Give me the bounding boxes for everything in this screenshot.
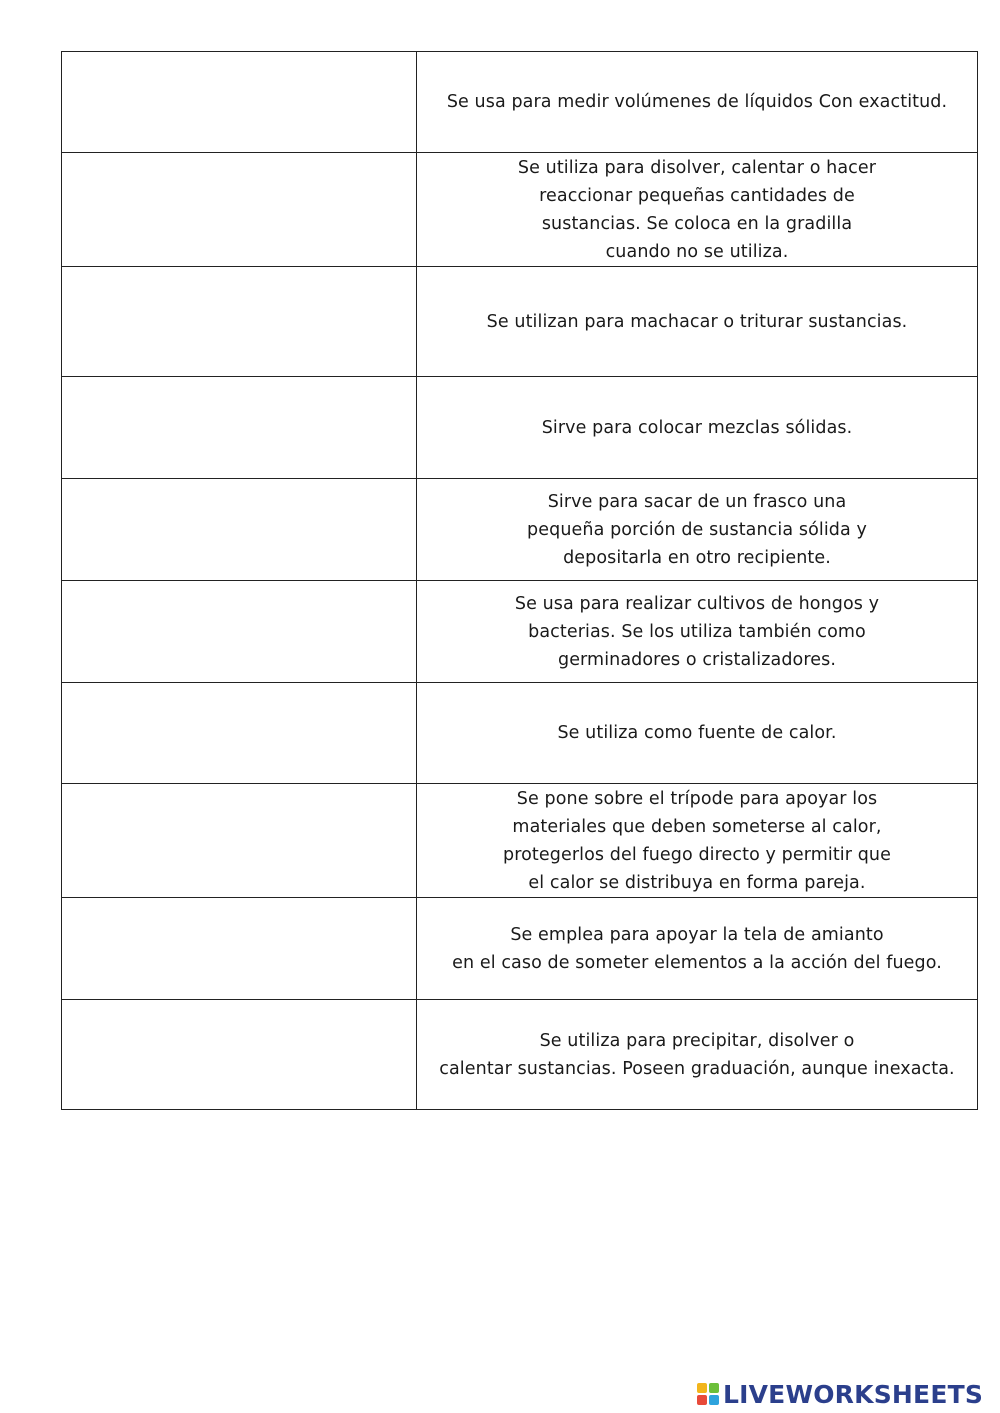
description-line: Se usa para medir volúmenes de líquidos Con exactitud. xyxy=(446,92,948,112)
description-cell-8 xyxy=(417,784,978,898)
description-line: Sirve para colocar mezclas sólidas. xyxy=(541,417,853,438)
mark-square xyxy=(697,1395,707,1405)
answer-cell-7[interactable] xyxy=(62,683,417,784)
description-line: Sirve para sacar de un frasco una xyxy=(547,491,847,512)
description-cell-4 xyxy=(417,377,978,479)
description-cell-1 xyxy=(417,52,978,153)
answer-cell-3[interactable] xyxy=(62,267,417,377)
description-line: depositarla en otro recipiente. xyxy=(563,547,831,568)
mark-square xyxy=(697,1383,707,1393)
table-row xyxy=(62,784,978,898)
table-row xyxy=(62,267,978,377)
description-cell-6 xyxy=(417,581,978,683)
table-row xyxy=(62,1000,978,1110)
liveworksheets-mark-icon xyxy=(697,1383,719,1405)
description-line: el calor se distribuya en forma pareja. xyxy=(528,872,866,893)
description-line: Se usa para realizar cultivos de hongos y xyxy=(514,593,880,614)
description-line: reaccionar pequeñas cantidades de xyxy=(539,185,855,206)
table-row xyxy=(62,52,978,153)
description-line: en el caso de someter elementos a la acción del fuego. xyxy=(452,952,942,973)
description-line: materiales que deben someterse al calor, xyxy=(512,816,882,837)
description-cell-7 xyxy=(417,683,978,784)
description-line: protegerlos del fuego directo y permitir que xyxy=(502,844,891,865)
description-cell-9 xyxy=(417,898,978,1000)
answer-cell-1[interactable] xyxy=(62,52,417,153)
liveworksheets-logo xyxy=(697,1378,983,1410)
description-line: germinadores o cristalizadores. xyxy=(557,649,836,670)
description-line: cuando no se utiliza. xyxy=(605,241,789,262)
mark-square xyxy=(709,1395,719,1405)
description-line: Se pone sobre el trípode para apoyar los xyxy=(516,788,878,809)
mark-square xyxy=(709,1383,719,1393)
description-line: sustancias. Se coloca en la gradilla xyxy=(541,213,853,234)
description-line: Se utilizan para machacar o triturar sustancias. xyxy=(486,311,908,332)
answer-cell-10[interactable] xyxy=(62,1000,417,1110)
description-line: calentar sustancias. Poseen graduación, aunque inexacta. xyxy=(439,1058,955,1079)
description-line: bacterias. Se los utiliza también como xyxy=(528,621,866,642)
answer-cell-5[interactable] xyxy=(62,479,417,581)
description-line: Se utiliza para precipitar, disolver o xyxy=(539,1030,855,1051)
table-row xyxy=(62,581,978,683)
matching-table xyxy=(61,51,978,1110)
answer-cell-6[interactable] xyxy=(62,581,417,683)
description-line: Se emplea para apoyar la tela de amianto xyxy=(510,924,884,945)
description-line: Se utiliza como fuente de calor. xyxy=(557,723,837,743)
description-line: Se utiliza para disolver, calentar o hacer xyxy=(517,157,877,178)
answer-cell-2[interactable] xyxy=(62,153,417,267)
table-row xyxy=(62,683,978,784)
answer-cell-9[interactable] xyxy=(62,898,417,1000)
answer-cell-8[interactable] xyxy=(62,784,417,898)
description-cell-3 xyxy=(417,267,978,377)
brand-name: LIVEWORKSHEETS xyxy=(723,1379,984,1409)
table-row xyxy=(62,153,978,267)
table-row xyxy=(62,377,978,479)
description-cell-5 xyxy=(417,479,978,581)
answer-cell-4[interactable] xyxy=(62,377,417,479)
description-line: pequeña porción de sustancia sólida y xyxy=(527,519,867,540)
description-cell-10 xyxy=(417,1000,978,1110)
description-cell-2 xyxy=(417,153,978,267)
table-row xyxy=(62,479,978,581)
table-row xyxy=(62,898,978,1000)
